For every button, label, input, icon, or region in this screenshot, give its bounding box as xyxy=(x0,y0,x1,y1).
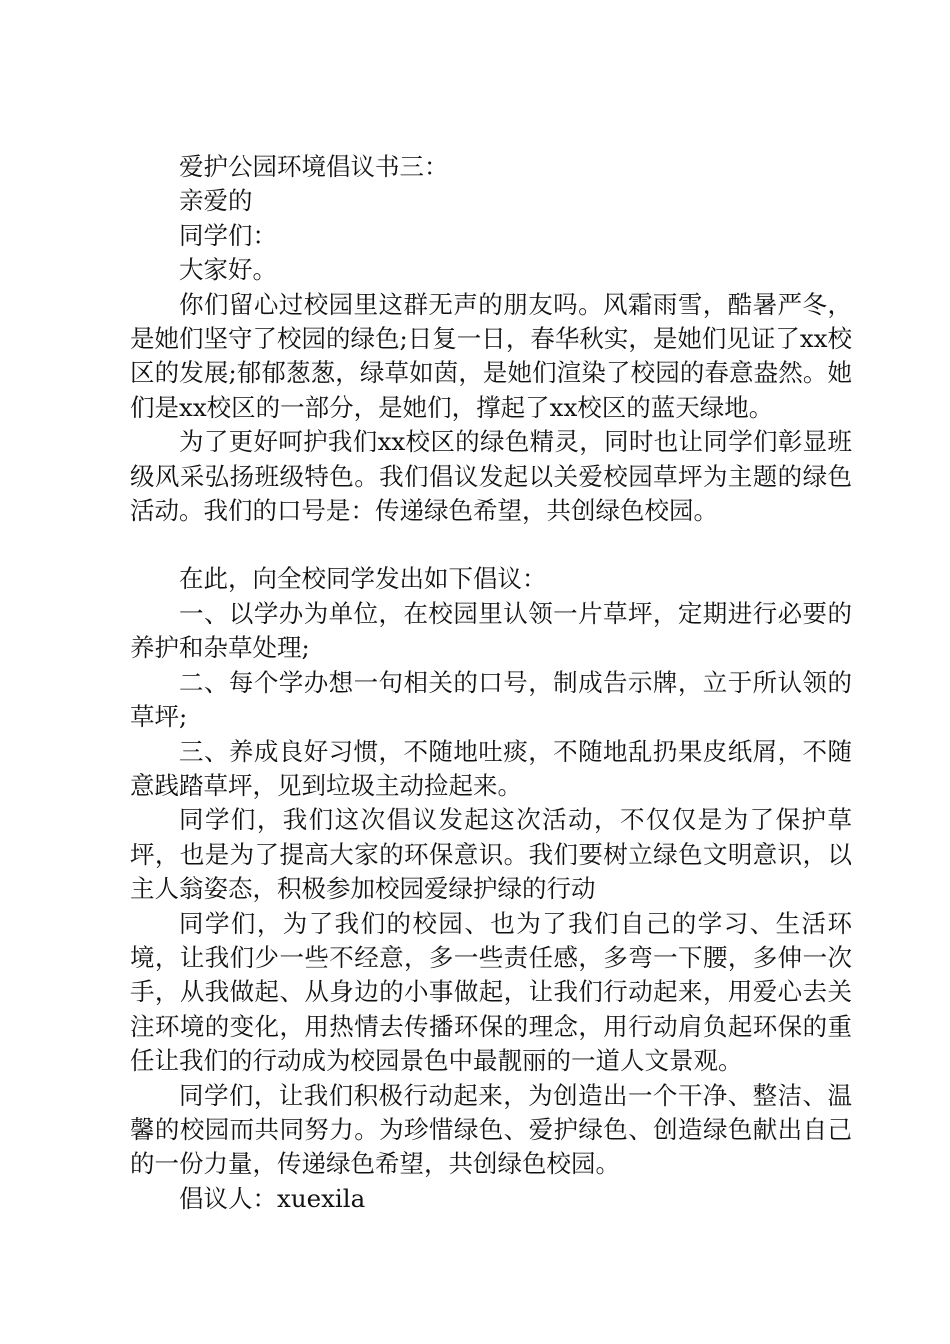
paragraph-1: 你们留心过校园里这群无声的朋友吗。风霜雨雪，酷暑严冬，是她们坚守了校园的绿色;日复一日，春华秋实，是她们见证了xx校区的发展;郁郁葱葱，绿草如茵，是她们渲染了校园的春意盎然。她们是xx校区的一部分，是她们，撑起了xx校区的蓝天绿地。 xyxy=(130,289,852,422)
greeting: 大家好。 xyxy=(179,255,277,285)
paragraph-5: 同学们，为了我们的校园、也为了我们自己的学习、生活环境，让我们少一些不经意，多一些责任感，多弯一下腰，多伸一次手，从我做起、从身边的小事做起，让我们行动起来，用爱心去关注环境的变化，用热情去传播环保的理念，用行动肩负起环保的重任让我们的行动成为校园景色中最靓丽的一道人文景观。 xyxy=(130,908,852,1076)
proposal-item-1: 一、以学办为单位，在校园里认领一片草坪，定期进行必要的养护和杂草处理; xyxy=(130,598,852,663)
paragraph-4: 同学们，我们这次倡议发起这次活动，不仅仅是为了保护草坪，也是为了提高大家的环保意识。我们要树立绿色文明意识，以主人翁姿态，积极参加校园爱绿护绿的行动 xyxy=(130,805,852,904)
salutation-line-1: 亲爱的 xyxy=(179,186,253,216)
proposal-item-2: 二、每个学办想一句相关的口号，制成告示牌，立于所认领的草坪; xyxy=(130,667,852,732)
signature: 倡议人：xuexila xyxy=(179,1183,366,1213)
proposal-item-3: 三、养成良好习惯，不随地吐痰，不随地乱扔果皮纸屑，不随意践踏草坪，见到垃圾主动捡起来。 xyxy=(130,736,852,800)
document-body xyxy=(130,150,852,1216)
document-title: 爱护公园环境倡议书三： xyxy=(179,152,449,181)
paragraph-3: 在此，向全校同学发出如下倡议： xyxy=(179,564,547,594)
salutation-line-2: 同学们： xyxy=(179,220,277,250)
paragraph-6: 同学们，让我们积极行动起来，为创造出一个干净、整洁、温馨的校园而共同努力。为珍惜绿色、爱护绿色、创造绿色献出自己的一份力量，传递绿色希望，共创绿色校园。 xyxy=(130,1080,852,1179)
paragraph-2: 为了更好呵护我们xx校区的绿色精灵，同时也让同学们彰显班级风采弘扬班级特色。我们倡议发起以关爱校园草坪为主题的绿色活动。我们的口号是：传递绿色希望，共创绿色校园。 xyxy=(130,427,852,526)
